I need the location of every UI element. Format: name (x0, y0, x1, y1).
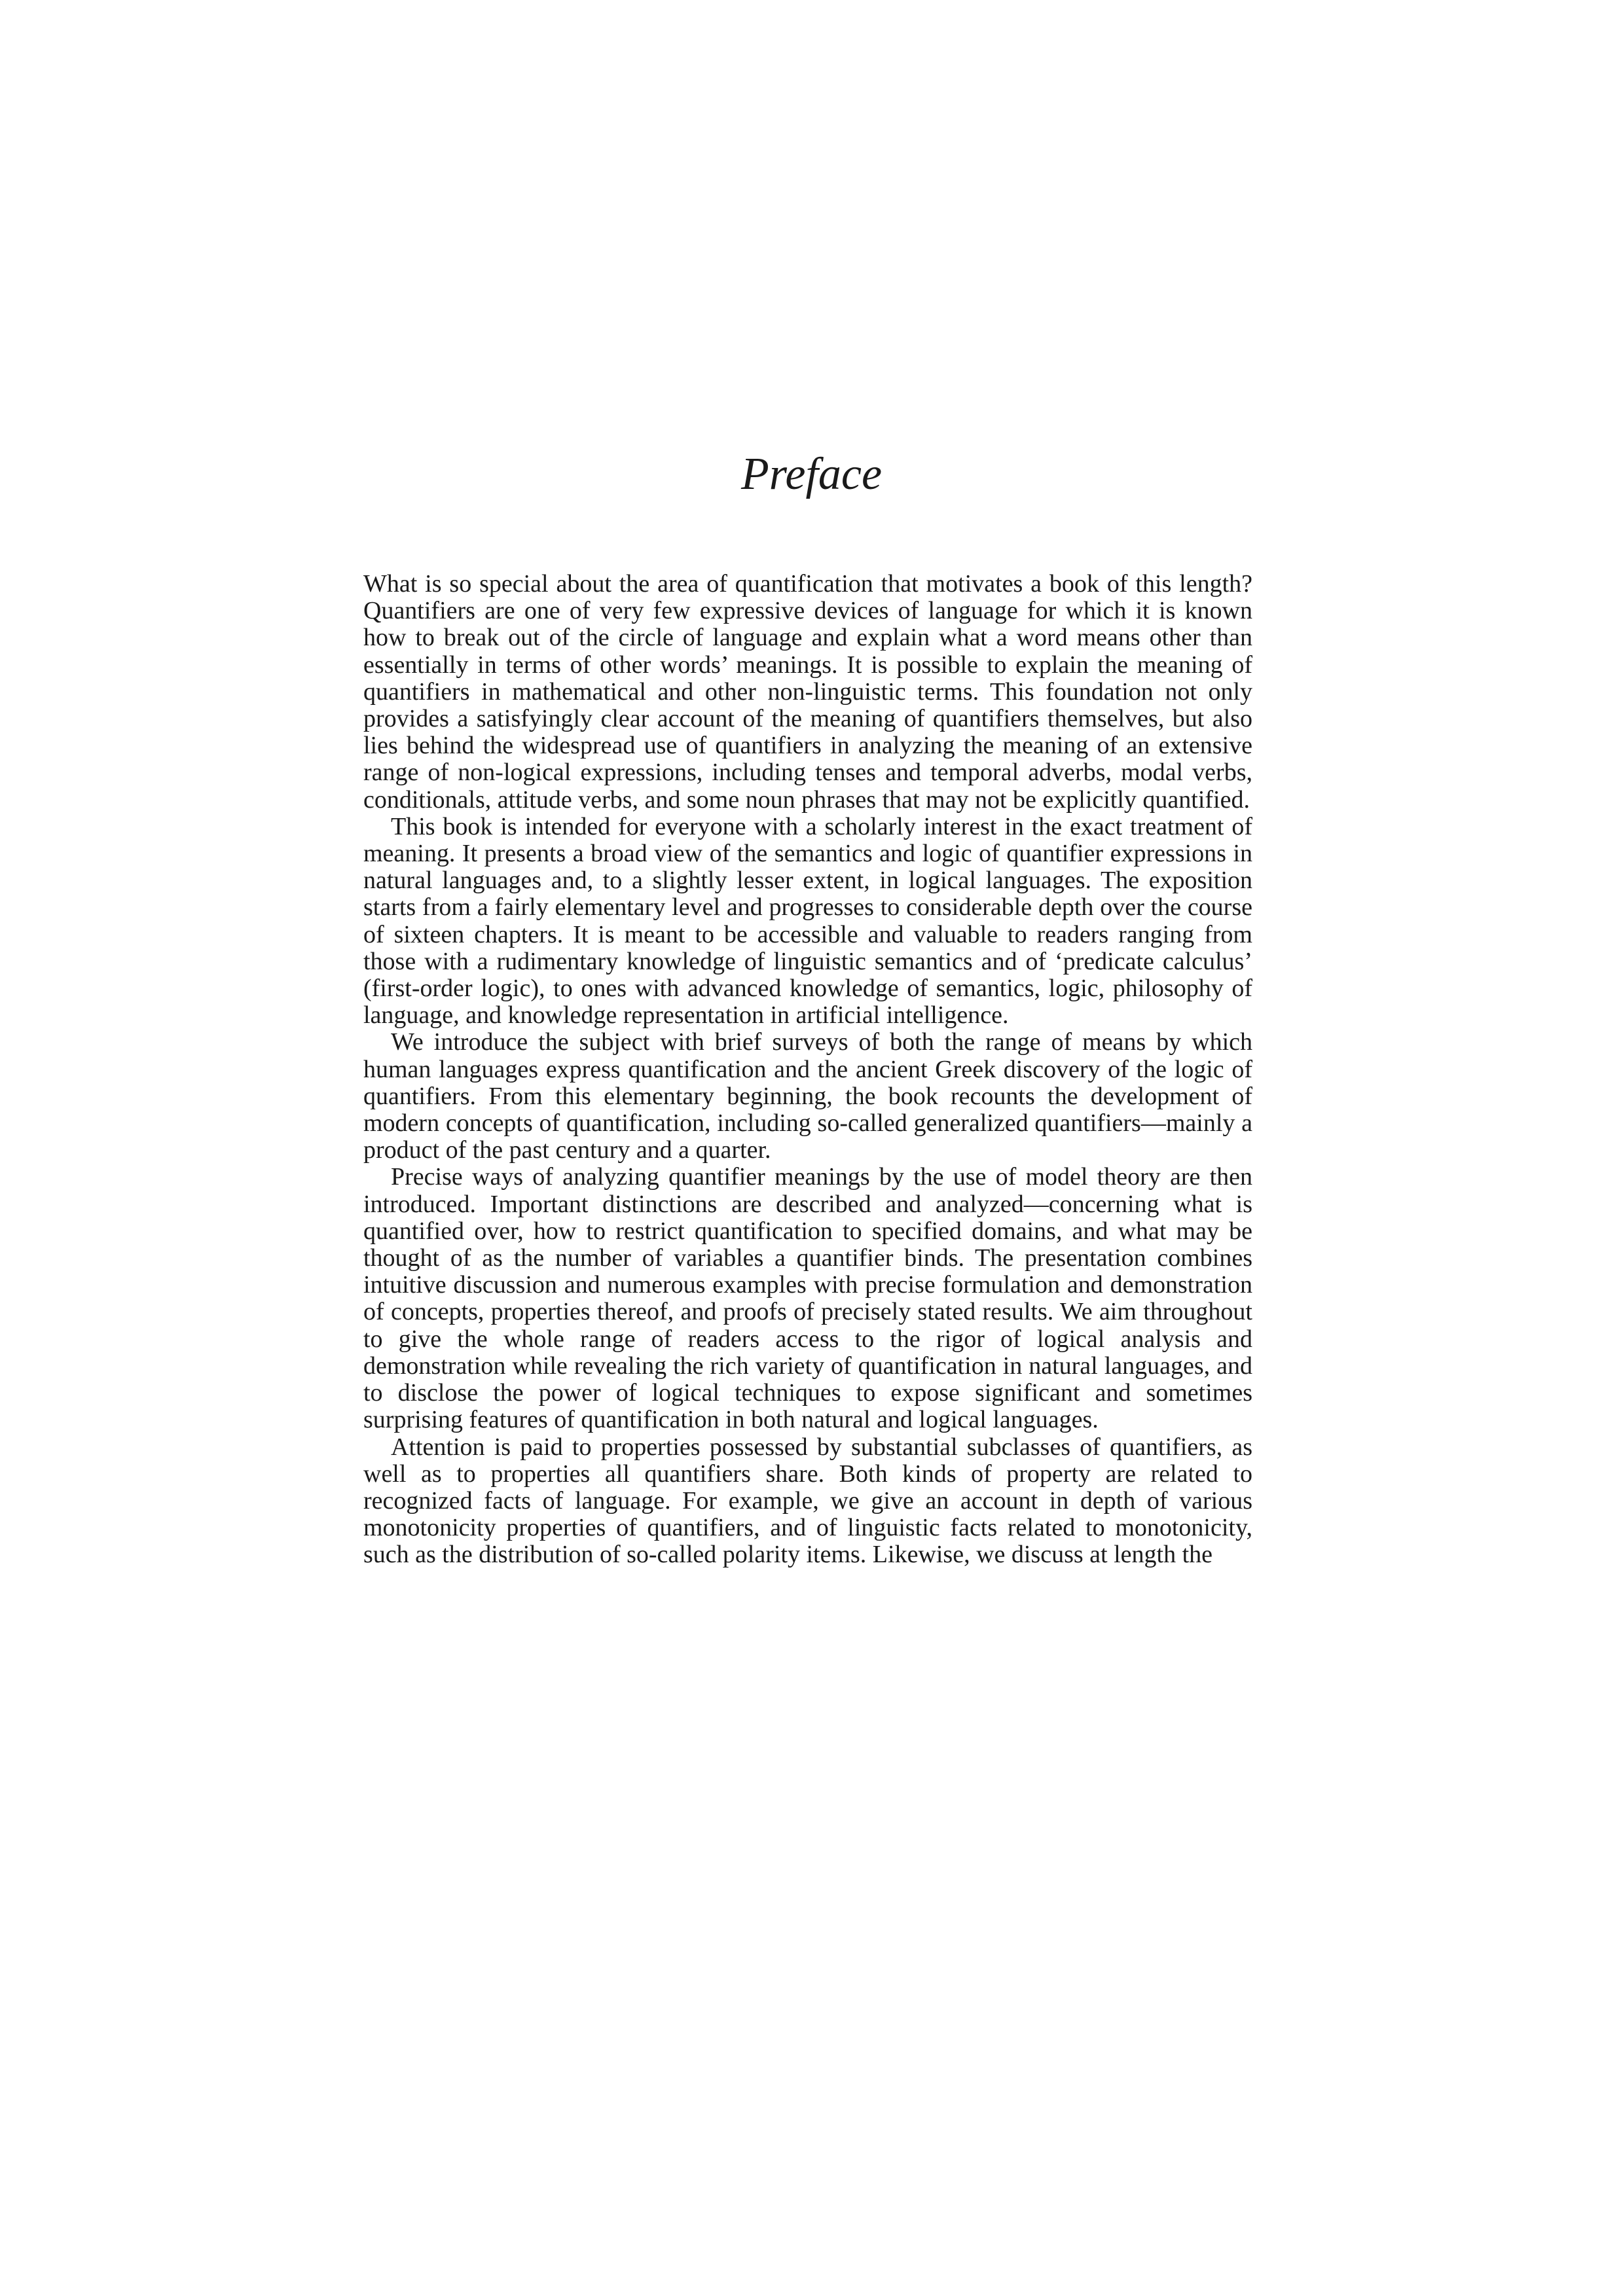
paragraph-5: Attention is paid to properties possessed by substantial subclasses of quantifiers, as well as to properties all quantifiers share. Both kinds of property are related to recognized facts of language. For example, we give an account in depth of various monotonicity properties of quantifiers, and of linguistic facts related to monotonicity, such as the distribution of so-called polarity items. Likewise, we discuss at length the (363, 1433, 1252, 1569)
paragraph-2: This book is intended for everyone with a scholarly interest in the exact treatment of meaning. It presents a broad view of the semantics and logic of quantifier expressions in natural languages and, to a slightly lesser extent, in logical languages. The exposition starts from a fairly elementary level and progresses to considerable depth over the course of sixteen chapters. It is meant to be accessible and valuable to readers ranging from those with a rudimentary knowledge of linguistic semantics and of ‘predicate calculus’ (first-order logic), to ones with advanced knowledge of semantics, logic, philosophy of language, and knowledge representation in artificial intelligence. (363, 812, 1252, 1030)
page-title: Preface (740, 449, 883, 499)
paragraph-1: What is so special about the area of quantification that motivates a book of this length? Quantifiers are one of very few expressive devices of language for which it is known how to break out of the circle of language and explain what a word means other than essentially in terms of other words’ meanings. It is possible to explain the meaning of quantifiers in mathematical and other non-linguistic terms. This foundation not only provides a satisfyingly clear account of the meaning of quantifiers themselves, but also lies behind the widespread use of quantifiers in analyzing the meaning of an extensive range of non-logical expressions, including tenses and temporal adverbs, modal verbs, conditionals, attitude verbs, and some noun phrases that may not be explicitly quantified. (363, 570, 1252, 814)
preface-body (363, 571, 1252, 1569)
paragraph-3: We introduce the subject with brief surveys of both the range of means by which human languages express quantification and the ancient Greek discovery of the logic of quantifiers. From this elementary beginning, the book recounts the development of modern concepts of quantification, including so-called generalized quantifiers—mainly a product of the past century and a quarter. (363, 1028, 1252, 1164)
paragraph-4: Precise ways of analyzing quantifier meanings by the use of model theory are then introduced. Important distinctions are described and analyzed—concerning what is quantified over, how to restrict quantification to specified domains, and what may be thought of as the number of variables a quantifier binds. The presentation combines intuitive discussion and numerous examples with precise formulation and demonstration of concepts, properties thereof, and proofs of precisely stated results. We aim throughout to give the whole range of readers access to the rigor of logical analysis and demonstration while revealing the rich variety of quantification in natural languages, and to disclose the power of logical techniques to expose significant and sometimes surprising features of quantification in both natural and logical languages. (363, 1163, 1252, 1434)
